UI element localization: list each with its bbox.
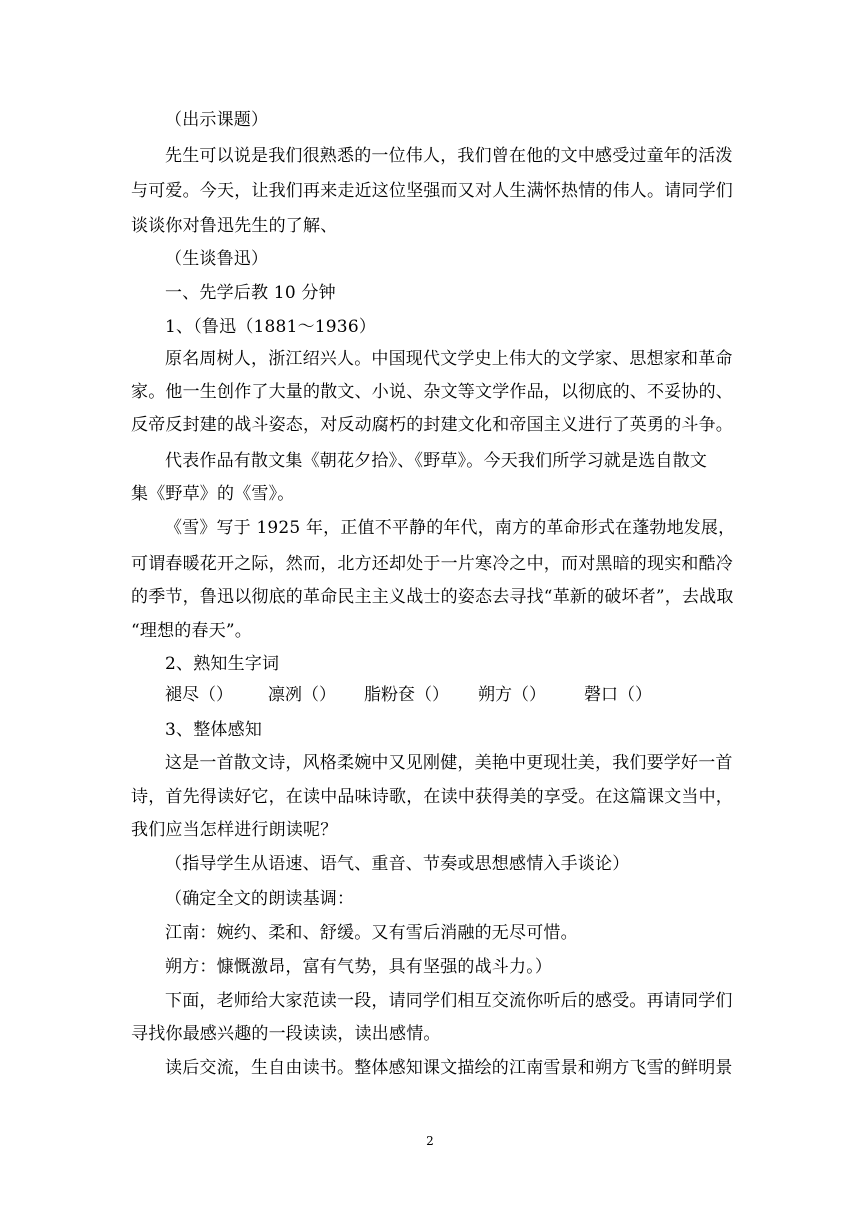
vocab-item: 脂粉奁（）: [364, 685, 449, 705]
vocab-item: 朔方（）: [478, 685, 546, 705]
paragraph-line: “理想的春天”。: [131, 621, 252, 641]
section-heading: 3、整体感知: [165, 720, 263, 740]
vocab-item: 凛冽（）: [268, 685, 336, 705]
paragraph-line: 谈谈你对鲁迅先生的了解、: [131, 216, 338, 236]
paragraph-line: 《雪》写于 1925 年，正值不平静的年代，南方的革命形式在蓬勃地发展，: [165, 518, 736, 538]
paragraph-line: 江南：婉约、柔和、舒缓。又有雪后消融的无尽可惜。: [165, 923, 578, 943]
paragraph-line: （确定全文的朗读基调：: [165, 889, 355, 909]
section-heading: 1、（鲁迅（1881～1936）: [165, 317, 377, 337]
paragraph-line: 诗，首先得读好它，在读中品味诗歌，在读中获得美的享受。在这篇课文当中，: [131, 787, 733, 807]
vocab-item: 磬口（）: [584, 685, 652, 705]
paragraph-line: 先生可以说是我们很熟悉的一位伟人，我们曾在他的文中感受过童年的活泼: [165, 146, 733, 166]
paragraph-line: 下面，老师给大家范读一段，请同学们相互交流你听后的感受。再请同学们: [165, 991, 733, 1011]
paragraph-line: 我们应当怎样进行朗读呢？: [131, 820, 338, 840]
paragraph-line: 与可爱。今天，让我们再来走近这位坚强而又对人生满怀热情的伟人。请同学们: [131, 181, 733, 201]
paragraph-line: 的季节，鲁迅以彻底的革命民主主义战士的姿态去寻找“革新的破坏者”，去战取: [131, 587, 734, 607]
paragraph-line: （生谈鲁迅）: [165, 249, 269, 269]
paragraph-line: 家。他一生创作了大量的散文、小说、杂文等文学作品，以彻底的、不妥协的、: [131, 382, 733, 402]
paragraph-line: 代表作品有散文集《朝花夕拾》、《野草》。今天我们所学习就是选自散文: [165, 451, 708, 471]
paragraph-line: （指导学生从语速、语气、重音、节奏或思想感情入手谈论）: [165, 854, 630, 874]
vocab-item: 褪尽（）: [165, 685, 233, 705]
page-number: 2: [426, 1134, 434, 1148]
paragraph-line: 集《野草》的《雪》。: [131, 484, 295, 504]
section-heading: 一、先学后教 10 分钟: [165, 283, 336, 303]
paragraph-line: 读后交流，生自由读书。整体感知课文描绘的江南雪景和朔方飞雪的鲜明景: [165, 1058, 733, 1078]
paragraph-line: 朔方：慷慨激昂，富有气势，具有坚强的战斗力。）: [165, 957, 553, 977]
section-heading: 2、熟知生字词: [165, 654, 280, 674]
paragraph-line: 可谓春暖花开之际，然而，北方还却处于一片寒冷之中，而对黑暗的现实和酷冷: [131, 554, 733, 574]
paragraph-line: （出示课题）: [165, 110, 269, 130]
paragraph-line: 这是一首散文诗，风格柔婉中又见刚健，美艳中更现壮美，我们要学好一首: [165, 753, 733, 773]
paragraph-line: 原名周树人，浙江绍兴人。中国现代文学史上伟大的文学家、思想家和革命: [165, 349, 733, 369]
paragraph-line: 寻找你最感兴趣的一段读读，读出感情。: [131, 1024, 441, 1044]
paragraph-line: 反帝反封建的战斗姿态，对反动腐朽的封建文化和帝国主义进行了英勇的斗争。: [131, 415, 733, 435]
